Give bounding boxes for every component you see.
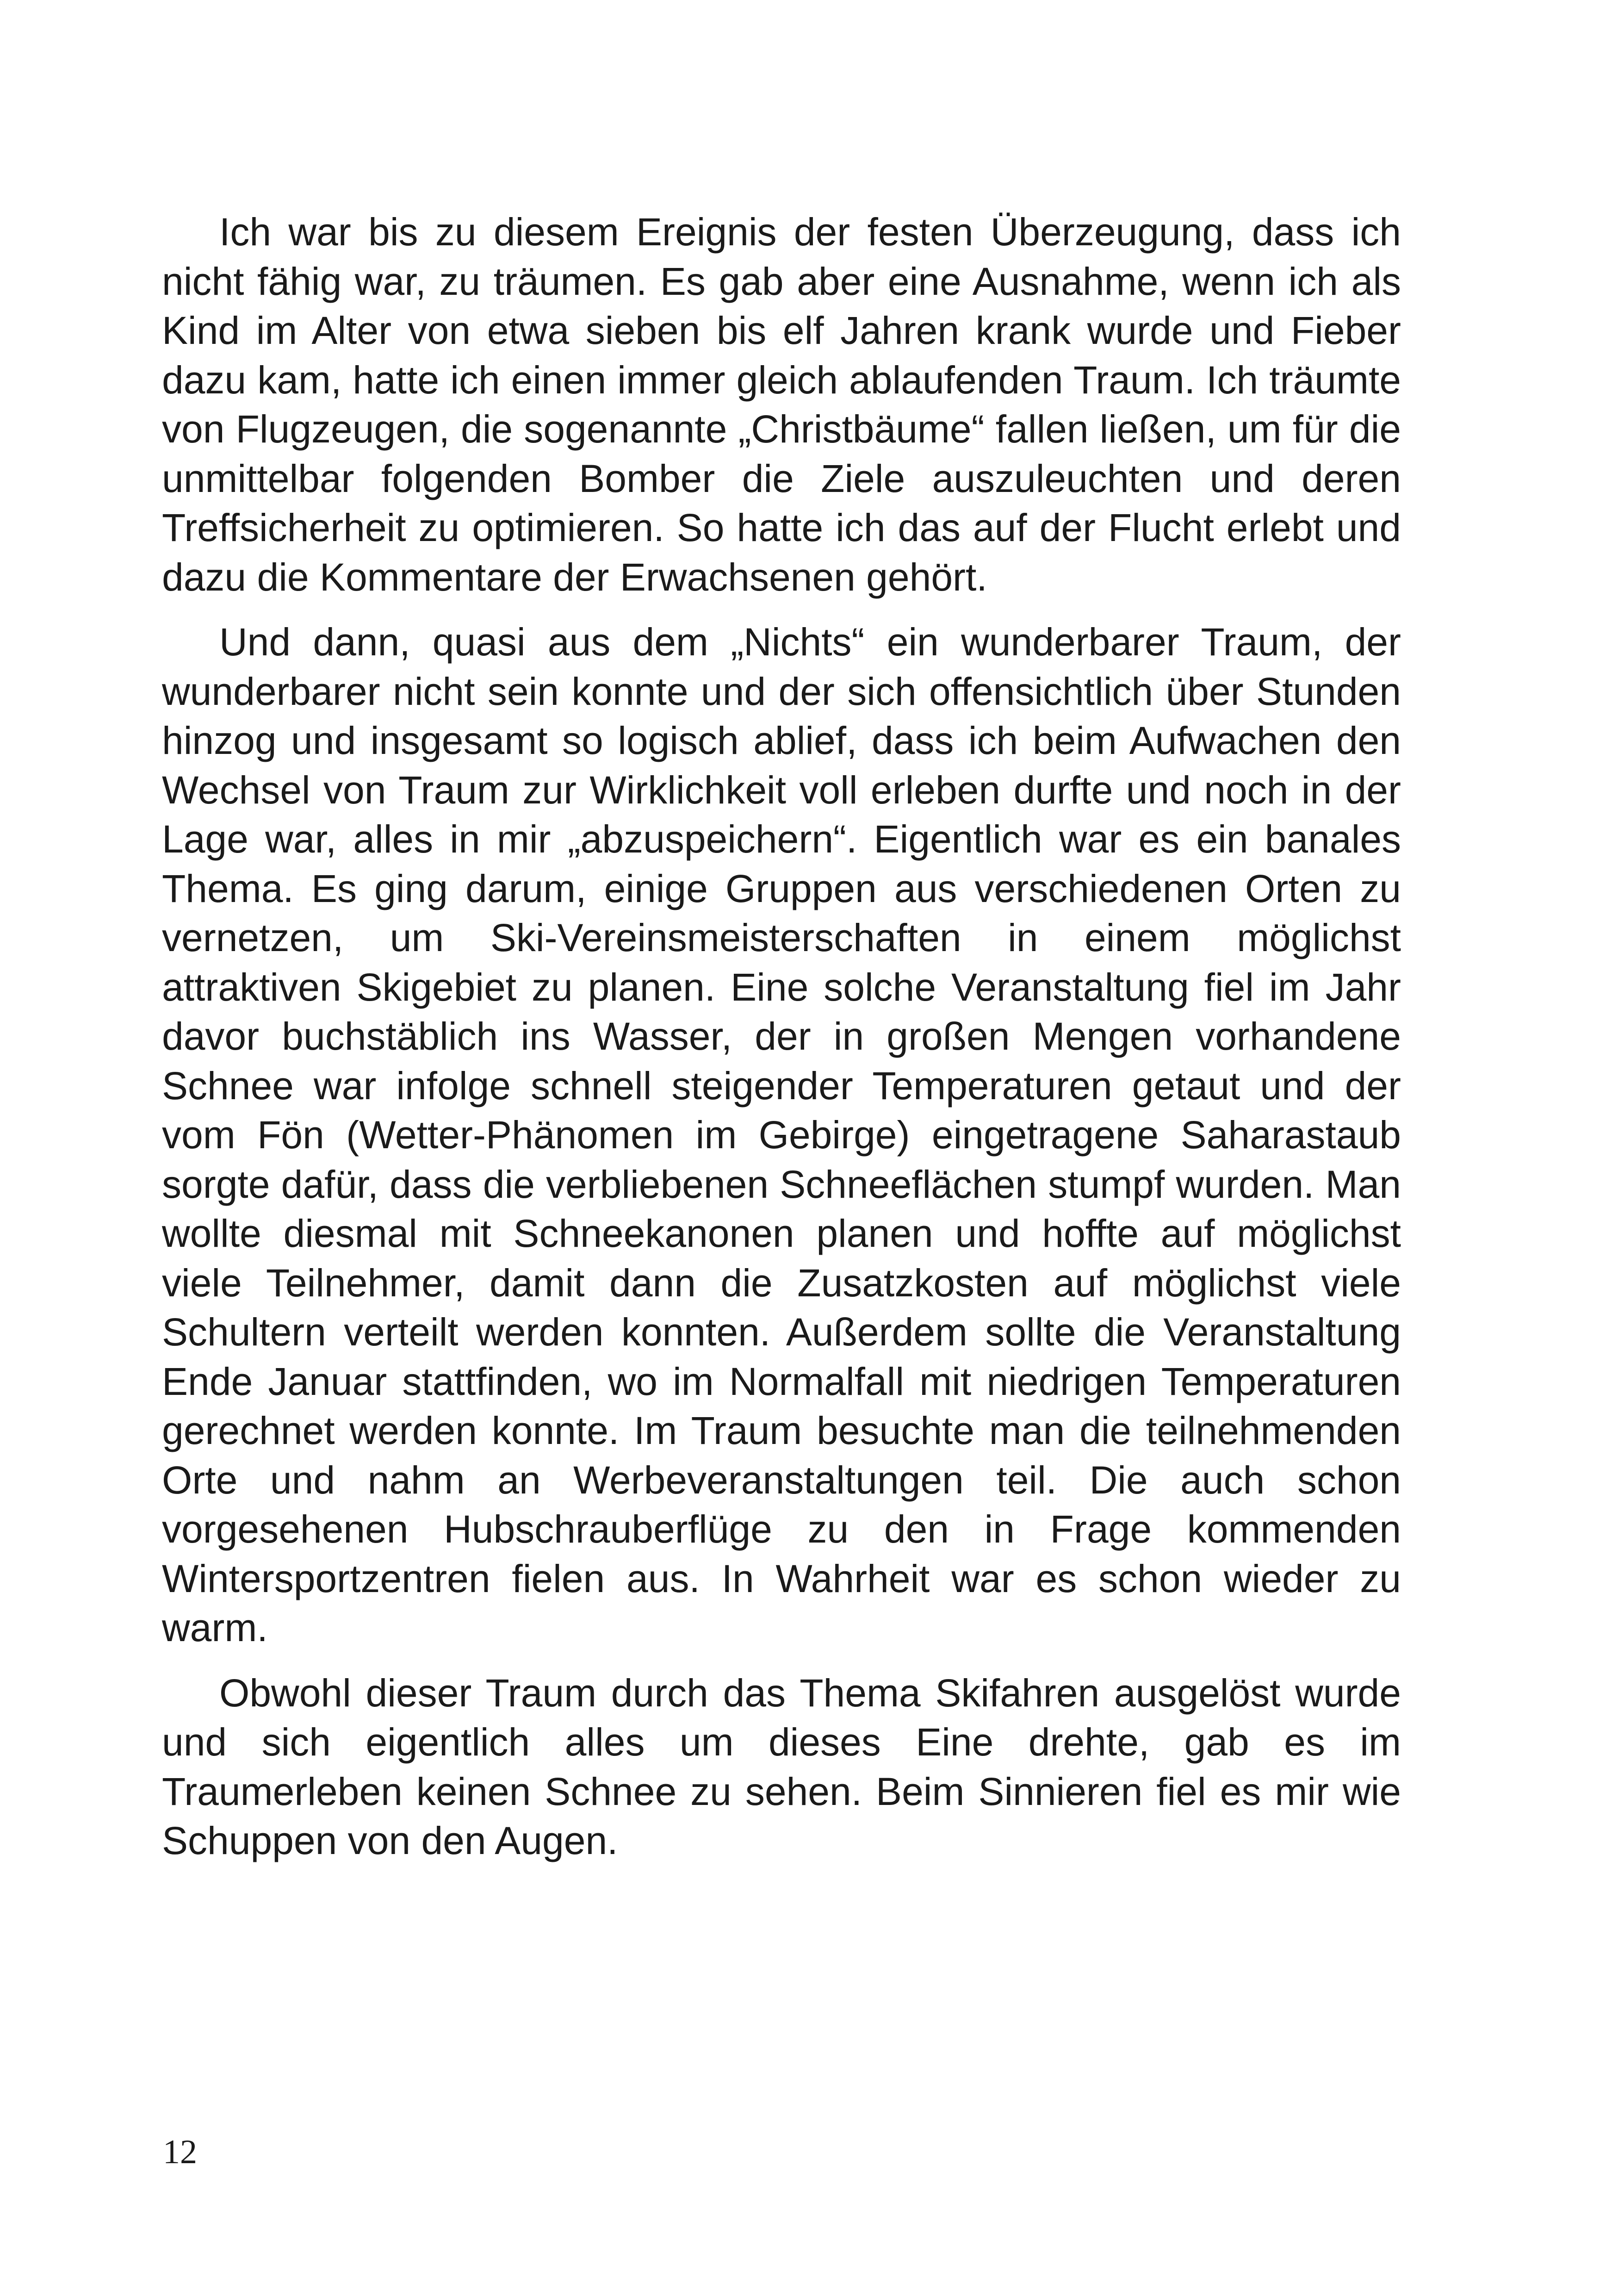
paragraph-2: Und dann, quasi aus dem „Nichts“ ein wunderbarer Traum, der wunderbarer nicht sein konnte und der sich offensichtlich über Stunden hinzog und insgesamt so logisch ablief, dass ich beim Aufwachen den Wechsel von Traum zur Wirklichkeit voll erleben durfte und noch in der Lage war, alles in mir „abzuspeichern“. Eigentlich war es ein banales Thema. Es ging darum, einige Gruppen aus verschiedenen Orten zu vernetzen, um Ski-Vereinsmeisterschaften in einem möglichst attraktiven Skigebiet zu planen. Eine solche Veranstaltung fiel im Jahr davor buchstäblich ins Wasser, der in großen Mengen vorhandene Schnee war infolge schnell steigender Temperaturen getaut und der vom Fön (Wetter-Phänomen im Gebirge) eingetragene Saharastaub sorgte dafür, dass die verbliebenen Schneeflächen stumpf wurden. Man wollte diesmal mit Schneekanonen planen und hoffte auf möglichst viele Teilnehmer, damit dann die Zusatzkosten auf möglichst viele Schultern verteilt werden konnten. Außerdem sollte die Veranstaltung Ende Januar stattfinden, wo im Normalfall mit niedrigen Temperaturen gerechnet werden konnte. Im Traum besuchte man die teilnehmenden Orte und nahm an Werbeveranstaltungen teil. Die auch schon vorgesehenen Hubschrauberflüge zu den in Frage kommenden Wintersportzentren fielen aus. In Wahrheit war es schon wieder zu warm. — [162, 620, 1401, 1649]
page-number: 12 — [163, 2133, 197, 2171]
paragraph-1: Ich war bis zu diesem Ereignis der festen Überzeugung, dass ich nicht fähig war, zu träumen. Es gab aber eine Ausnahme, wenn ich als Kind im Alter von etwa sieben bis elf Jahren krank wurde und Fieber dazu kam, hatte ich einen immer gleich ablaufenden Traum. Ich träumte von Flugzeugen, die sogenannte „Christbäume“ fallen ließen, um für die unmittelbar folgenden Bomber die Ziele auszuleuchten und deren Treffsicherheit zu optimieren. So hatte ich das auf der Flucht erlebt und dazu die Kommentare der Erwachsenen gehört. — [162, 210, 1401, 599]
body-text — [162, 207, 1401, 1866]
paragraph-3: Obwohl dieser Traum durch das Thema Skifahren ausgelöst wurde und sich eigentlich alles um dieses Eine drehte, gab es im Traumerleben keinen Schnee zu sehen. Beim Sinnieren fiel es mir wie Schuppen von den Augen. — [162, 1671, 1401, 1862]
